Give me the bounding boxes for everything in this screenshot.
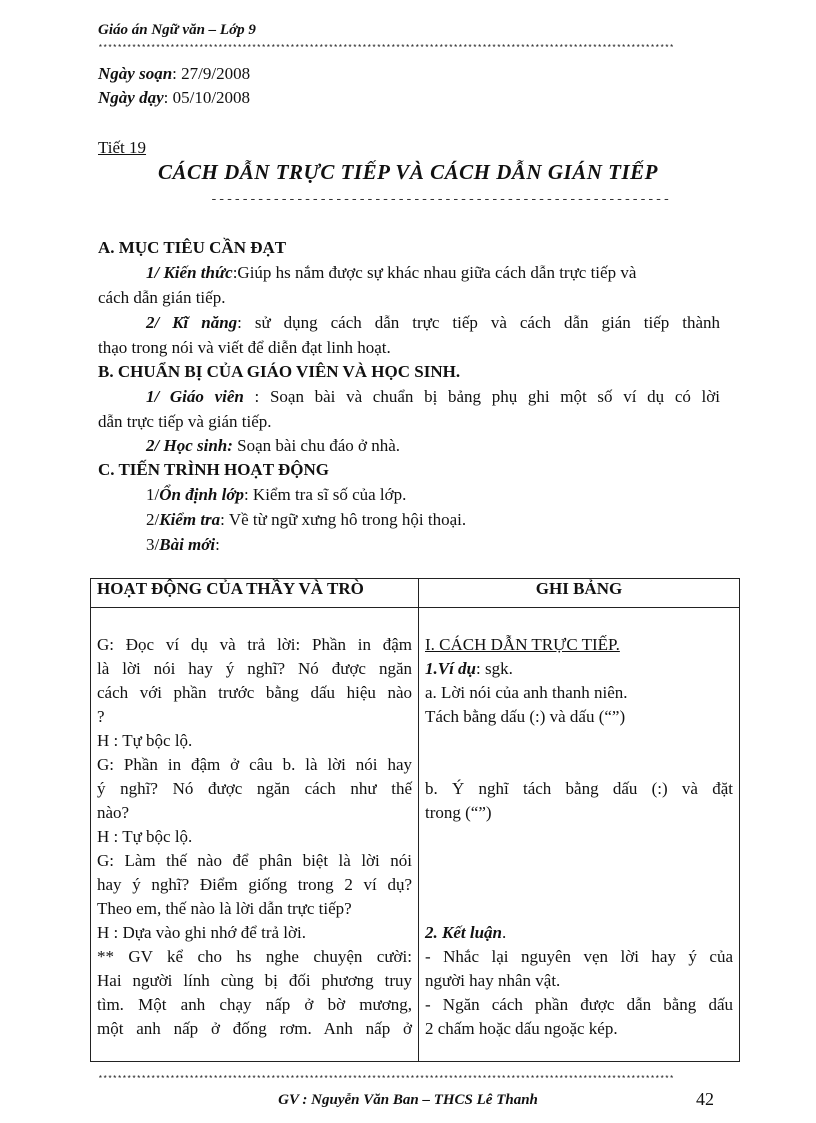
activity-line: G: Làm thế nào để phân biệt là lời nói — [97, 851, 412, 870]
prepared-date-value: : 27/9/2008 — [172, 64, 251, 83]
section-a-item2-label: 2/ Kĩ năng — [146, 313, 238, 332]
board-line: người hay nhân vật. — [425, 971, 561, 990]
section-c-item1-label: Ổn định lớp — [159, 485, 244, 504]
taught-date-value: : 05/10/2008 — [163, 88, 251, 107]
activity-line: nào? — [97, 803, 130, 822]
activity-line: H : Tự bộc lộ. — [97, 827, 193, 846]
activities-cell — [91, 608, 419, 1062]
col-header-activities: HOẠT ĐỘNG CỦA THẦY VÀ TRÒ — [91, 579, 419, 608]
board-conclusion-dot: . — [502, 923, 507, 942]
section-c-item3-text: : — [215, 535, 220, 554]
section-a-item2-text: : sử dụng cách dẫn trực tiếp và cách dẫn gián tiếp thành — [237, 313, 720, 332]
section-a-item1-line1 — [146, 263, 636, 283]
board-notes-cell — [419, 608, 740, 1062]
activity-line: Theo em, thế nào là lời dẫn trực tiếp? — [97, 899, 352, 918]
section-a-item2-line2: thạo trong nói và viết để diễn đạt linh hoạt. — [98, 338, 391, 357]
taught-date — [98, 88, 250, 108]
section-c-item1-number: 1/ — [146, 485, 160, 504]
section-c-item3-number: 3/ — [146, 535, 160, 554]
board-heading-direct-quote: I. CÁCH DẪN TRỰC TIẾP. — [425, 635, 620, 654]
footer-separator: ************************************************************************************************************************ — [98, 1075, 675, 1084]
title-underline-dashes: ----------------------------------------------------------- — [210, 192, 671, 207]
table-body-row — [91, 608, 740, 1062]
board-line: trong (“”) — [425, 803, 492, 822]
activity-line: hay ý nghĩ? Điểm giống trong 2 ví dụ? — [97, 875, 412, 894]
activity-line: tìm. Một anh chạy nấp ở bờ mương, — [97, 995, 412, 1014]
section-a-item1-text: :Giúp hs nắm được sự khác nhau giữa cách dẫn trực tiếp và — [232, 263, 637, 282]
section-c-item1-text: : Kiểm tra sĩ số của lớp. — [243, 485, 407, 504]
section-b-item1-line1 — [146, 387, 720, 407]
col-header-board-notes: GHI BẢNG — [419, 579, 740, 608]
board-example — [425, 657, 733, 681]
section-b-item2-label: 2/ Học sinh: — [146, 436, 233, 455]
board-conclusion — [425, 921, 733, 945]
section-b-item2 — [146, 436, 400, 456]
page-number: 42 — [696, 1089, 714, 1109]
section-c-heading: C. TIẾN TRÌNH HOẠT ĐỘNG — [98, 460, 329, 479]
board-spacer — [425, 825, 733, 849]
section-b-heading: B. CHUẨN BỊ CỦA GIÁO VIÊN VÀ HỌC SINH. — [98, 362, 461, 381]
activity-line: ? — [97, 707, 105, 726]
prepared-date — [98, 64, 250, 84]
board-spacer — [425, 897, 733, 921]
activity-line: ** GV kể cho hs nghe chuyện cười: — [97, 947, 412, 966]
section-b-item1-label: 1/ Giáo viên — [146, 387, 244, 406]
section-a-item1-line2: cách dẫn gián tiếp. — [98, 288, 226, 307]
lesson-activity-table — [90, 578, 740, 1062]
activity-line: G: Phần in đậm ở câu b. là lời nói hay — [97, 755, 412, 774]
activity-line: H : Dựa vào ghi nhớ để trả lời. — [97, 923, 306, 942]
section-a-heading: A. MỤC TIÊU CẦN ĐẠT — [98, 238, 287, 257]
header-separator: ************************************************************************************************************************ — [98, 44, 675, 53]
activity-line: ý nghĩ? Nó được ngăn cách như thế — [97, 779, 412, 798]
board-spacer — [425, 849, 733, 873]
board-example-text: : sgk. — [476, 659, 513, 678]
section-c-item2-number: 2/ — [146, 510, 160, 529]
board-conclusion-label: 2. Kết luận — [425, 923, 502, 942]
section-b-item1-text: : Soạn bài và chuẩn bị bảng phụ ghi một số ví dụ có lời — [243, 387, 720, 406]
section-c-item2 — [146, 510, 466, 530]
board-spacer — [425, 873, 733, 897]
activity-line: là lời nói hay ý nghĩ? Nó được ngăn — [97, 659, 412, 678]
section-c-item2-text: : Về từ ngữ xưng hô trong hội thoại. — [220, 510, 467, 529]
table-header-row — [91, 579, 740, 608]
section-a-item1-label: 1/ Kiến thức — [146, 263, 233, 282]
footer-author: GV : Nguyễn Văn Ban – THCS Lê Thanh — [278, 1092, 538, 1108]
section-b-item1-line2: dẫn trực tiếp và gián tiếp. — [98, 412, 272, 431]
activity-line: một anh nấp ở đống rơm. Anh nấp ở — [97, 1019, 412, 1038]
board-line: - Ngăn cách phần được dẫn bằng dấu — [425, 995, 733, 1014]
activity-line: G: Đọc ví dụ và trả lời: Phần in đậm — [97, 635, 412, 654]
prepared-date-label: Ngày soạn — [98, 64, 173, 83]
section-c-item2-label: Kiểm tra — [159, 510, 221, 529]
board-line: b. Ý nghĩ tách bằng dấu (:) và đặt — [425, 779, 733, 798]
section-c-item3 — [146, 535, 220, 555]
activity-line: Hai người lính cùng bị đối phương truy — [97, 971, 412, 990]
taught-date-label: Ngày dạy — [98, 88, 164, 107]
lesson-number: Tiết 19 — [98, 138, 147, 157]
board-line: a. Lời nói của anh thanh niên. — [425, 683, 628, 702]
board-line: - Nhắc lại nguyên vẹn lời hay ý của — [425, 947, 733, 966]
board-spacer — [425, 753, 733, 777]
board-line: 2 chấm hoặc dấu ngoặc kép. — [425, 1019, 618, 1038]
section-b-item2-text: Soạn bài chu đáo ở nhà. — [232, 436, 401, 455]
section-a-item2-line1 — [146, 313, 720, 333]
board-line: Tách bằng dấu (:) và dấu (“”) — [425, 707, 626, 726]
board-example-label: 1.Ví dụ — [425, 659, 477, 678]
activity-line: cách với phần trước bằng dấu hiệu nào — [97, 683, 412, 702]
board-spacer — [425, 729, 733, 753]
lesson-title: CÁCH DẪN TRỰC TIẾP VÀ CÁCH DẪN GIÁN TIẾP — [158, 160, 658, 184]
section-c-item1 — [146, 485, 406, 505]
section-c-item3-label: Bài mới — [159, 535, 216, 554]
running-header-title: Giáo án Ngữ văn – Lớp 9 — [98, 22, 256, 38]
activity-line: H : Tự bộc lộ. — [97, 731, 193, 750]
